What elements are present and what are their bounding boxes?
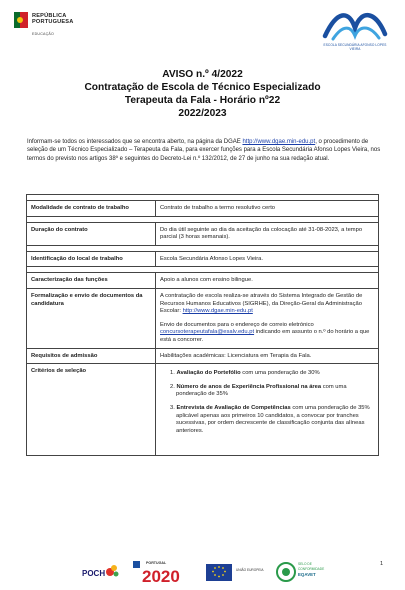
details-table xyxy=(26,194,379,456)
label-duracao: Duração do contrato xyxy=(27,222,156,245)
wave-logo-icon xyxy=(319,6,391,42)
label-criterios: Critérios de seleção xyxy=(27,364,156,456)
school-name: ESCOLA SECUNDÁRIA AFONSO LOPES VIEIRA xyxy=(323,43,387,51)
svg-text:SELO DE: SELO DE xyxy=(298,562,312,566)
footer-logos-graphic xyxy=(0,555,405,585)
intro-text-2: , o procedimento de seleção de um Técnico Especializado – Terapeuta da Fala, para exercer funções para a Escola Secundária Afonso Lopes Vieira, nos termos do previsto nos artigos 38º e seguintes do Decreto-Lei n.º 132/2012, de 27 de junho na sua redação atual. xyxy=(27,139,381,162)
notice-position: Terapeuta da Fala - Horário nº22 xyxy=(124,95,281,106)
footer-logos xyxy=(0,555,405,585)
portugal-flag-icon xyxy=(14,12,28,28)
intro-paragraph xyxy=(27,138,382,163)
value-local: Escola Secundária Afonso Lopes Vieira. xyxy=(156,251,379,267)
svg-text:POCH: POCH xyxy=(82,569,106,578)
gov-line2: PORTUGUESA xyxy=(32,19,74,26)
value-criterios xyxy=(156,364,379,456)
svg-text:PORTUGAL: PORTUGAL xyxy=(146,561,167,565)
formalizacao-paragraph-2: Envio de documentos para o endereço de correio eletrónico concursoterapeutafala@esalv.edu.pt indicando em assunto o n.º do horário a que está a concorrer. xyxy=(160,321,370,343)
svg-text:CONFORMIDADE: CONFORMIDADE xyxy=(298,567,325,571)
portugal-2020-logo-icon xyxy=(133,561,180,585)
table-row-duracao xyxy=(27,222,379,245)
value-modalidade: Contrato de trabalho a termo resolutivo certo xyxy=(156,201,379,217)
email-link[interactable]: concursoterapeutafala@esalv.edu.pt xyxy=(160,329,255,336)
school-logo xyxy=(319,6,391,50)
criteria-list xyxy=(170,370,374,435)
government-logo xyxy=(14,12,104,38)
label-local: Identificação do local de trabalho xyxy=(27,251,156,267)
sigrhe-link[interactable]: http://www.dgae.min-edu.pt xyxy=(182,308,253,315)
notice-number: AVISO n.º 4/2022 xyxy=(162,69,243,80)
notice-subject: Contratação de Escola de Técnico Especializado xyxy=(84,82,321,93)
value-requisitos: Habilitações académicas: Licenciatura em Terapia da Fala. xyxy=(156,348,379,364)
svg-text:EQAVET: EQAVET xyxy=(298,572,316,577)
svg-text:2020: 2020 xyxy=(142,567,180,585)
value-duracao: Do dia útil seguinte ao dia da aceitação da colocação até 31-08-2023, a tempo parcial (3 horas semanais). xyxy=(156,222,379,245)
table-row-criterios xyxy=(27,364,379,456)
label-formalizacao: Formalização e envio de documentos da candidatura xyxy=(27,288,156,348)
poch-logo-icon xyxy=(82,565,119,578)
ministry-label: EDUCAÇÃO xyxy=(32,32,54,36)
notice-year: 2022/2023 xyxy=(178,108,227,119)
criteria-item: 1. Avaliação do Portefólio com uma ponderação de 30% xyxy=(170,370,320,377)
formalizacao-paragraph-1: A contratação de escola realiza-se através do Sistema Integrado de Gestão de Recursos Humanos Educativos (SIGRHE), da Direção-Geral da Administração Escolar: http://www.dgae.min-edu.pt xyxy=(160,292,363,315)
eu-flag-icon xyxy=(206,564,264,581)
government-name xyxy=(32,13,73,25)
gov-line1: REPÚBLICA xyxy=(32,13,67,19)
table-row-formalizacao xyxy=(27,288,379,348)
table-row-requisitos xyxy=(27,348,379,364)
value-funcoes: Apoio a alunos com ensino bilingue. xyxy=(156,273,379,289)
dgae-link[interactable]: http://www.dgae.min-edu.pt xyxy=(242,139,316,145)
criteria-item: 2. Número de anos de Experiência Profissional na área com uma ponderação de 35% xyxy=(170,383,347,398)
criteria-item: 3. Entrevista de Avaliação de Competências com uma ponderação de 35% aplicável apenas aos primeiros 10 candidatos, a convocar por tranches sucessivas, por ordem decrescente de classificação conjunta das alíneas anteriores. xyxy=(170,404,370,434)
intro-text-1: Informam-se todos os interessados que se encontra aberto, na página da DGAE xyxy=(27,139,243,145)
table-row-local xyxy=(27,251,379,267)
table-row-modalidade xyxy=(27,201,379,217)
label-modalidade: Modalidade de contrato de trabalho xyxy=(27,201,156,217)
page-number: 1 xyxy=(380,561,384,567)
label-requisitos: Requisitos de admissão xyxy=(27,348,156,364)
label-funcoes: Caracterização das funções xyxy=(27,273,156,289)
eqavet-seal-icon xyxy=(277,562,324,581)
table-row-funcoes xyxy=(27,273,379,289)
value-formalizacao xyxy=(156,288,379,348)
svg-text:UNIÃO EUROPEIA: UNIÃO EUROPEIA xyxy=(236,568,264,572)
